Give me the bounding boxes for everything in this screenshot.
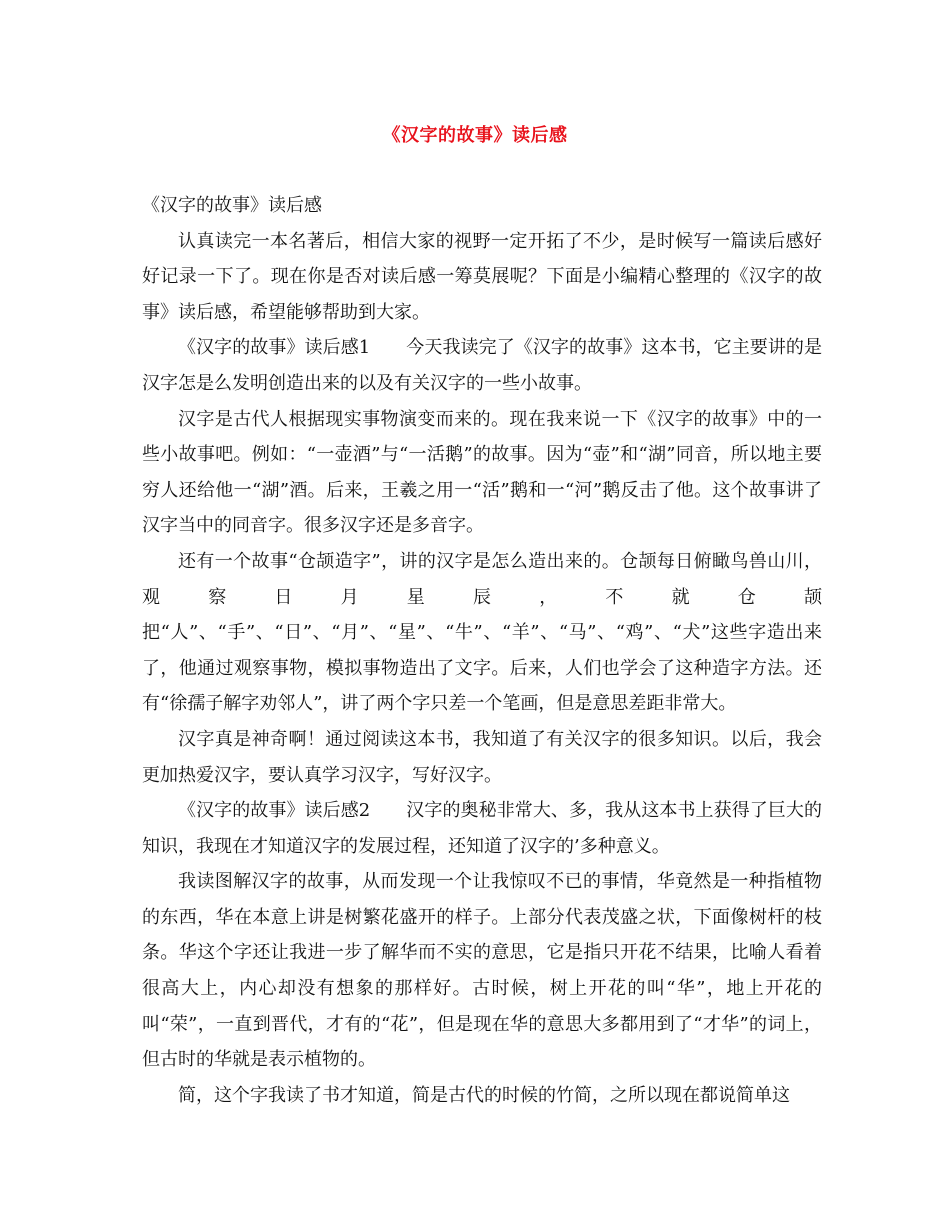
paragraph-text: 汉字的奥秘非常大、多，我从这本书上获得了巨大的知识，我现在才知道汉字的发展过程，还知道了汉字的’多种意义。: [142, 800, 823, 857]
paragraph-text: 简，这个字我读了书才知道，简是古代的时候的竹简，之所以现在都说简单这: [178, 1084, 790, 1106]
paragraph-homophone-story: [142, 402, 822, 544]
section-heading: 《汉字的故事》读后感2: [178, 800, 371, 822]
paragraph-text: 《汉字的故事》读后感: [142, 195, 322, 216]
paragraph-text: 汉字是古代人根据现实事物演变而来的。现在我来说一下《汉字的故事》中的一些小故事吧。例如：“一壶酒”与“一活鹅”的故事。因为“壶”和“湖”同音，所以地主要穷人还给他一“湖”酒。后来，王羲之用一“活”鹅和一“河”鹅反击了他。这个故事讲了汉字当中的同音字。很多汉字还是多音字。: [142, 408, 822, 537]
paragraph-hua-character: [142, 864, 822, 1078]
paragraph-section-1: [142, 330, 822, 401]
document-title: 《汉字的故事》读后感: [382, 125, 568, 146]
paragraph-cangjie-story: [142, 544, 822, 722]
paragraph-text: 今天我读完了《汉字的故事》这本书，它主要讲的是汉字怎是么发明创造出来的以及有关汉字的一些小故事。: [142, 337, 823, 394]
paragraph-text: 我读图解汉字的故事，从而发现一个让我惊叹不已的事情，华竟然是一种指植物的东西，华在本意上讲是树繁花盛开的样子。上部分代表茂盛之状，下面像树杆的枝条。华这个字还让我进一步了解华而不实的意思，它是指只开花不结果，比喻人看着很高大上，内心却没有想象的那样好。古时候，树上开花的叫“华”，地上开花的叫“荣”，一直到晋代，才有的“花”，但是现在华的意思大多都用到了“才华”的词上，但古时的华就是表示植物的。: [142, 871, 822, 1071]
paragraph-text: 还有一个故事“仓颉造字”，讲的汉字是怎么造出来的。仓颉每日俯瞰鸟兽山川，观察日月星辰，不就仓颉把“人”、“手”、“日”、“月”、“星”、“牛”、“羊”、“马”、“鸡”、“犬”这些字造出来了，他通过观察事物，模拟事物造出了文字。后来，人们也学会了这种造字方法。还有“徐孺子解字劝邻人”，讲了两个字只差一个笔画，但是意思差距非常大。: [142, 550, 822, 715]
section-heading: 《汉字的故事》读后感1: [178, 337, 371, 359]
paragraph-conclusion-1: [142, 722, 822, 793]
document-body: [142, 188, 822, 1113]
paragraph-intro: [142, 224, 822, 331]
paragraph-text: 认真读完一本名著后，相信大家的视野一定开拓了不少，是时候写一篇读后感好好记录一下了。现在你是否对读后感一筹莫展呢？下面是小编精心整理的《汉字的故事》读后感，希望能够帮助到大家。: [142, 230, 822, 323]
paragraph-subtitle: [142, 188, 822, 224]
paragraph-text: 汉字真是神奇啊！通过阅读这本书，我知道了有关汉字的很多知识。以后，我会更加热爱汉字，要认真学习汉字，写好汉字。: [142, 728, 822, 786]
paragraph-section-2: [142, 793, 822, 864]
paragraph-jian-character: [142, 1078, 822, 1114]
